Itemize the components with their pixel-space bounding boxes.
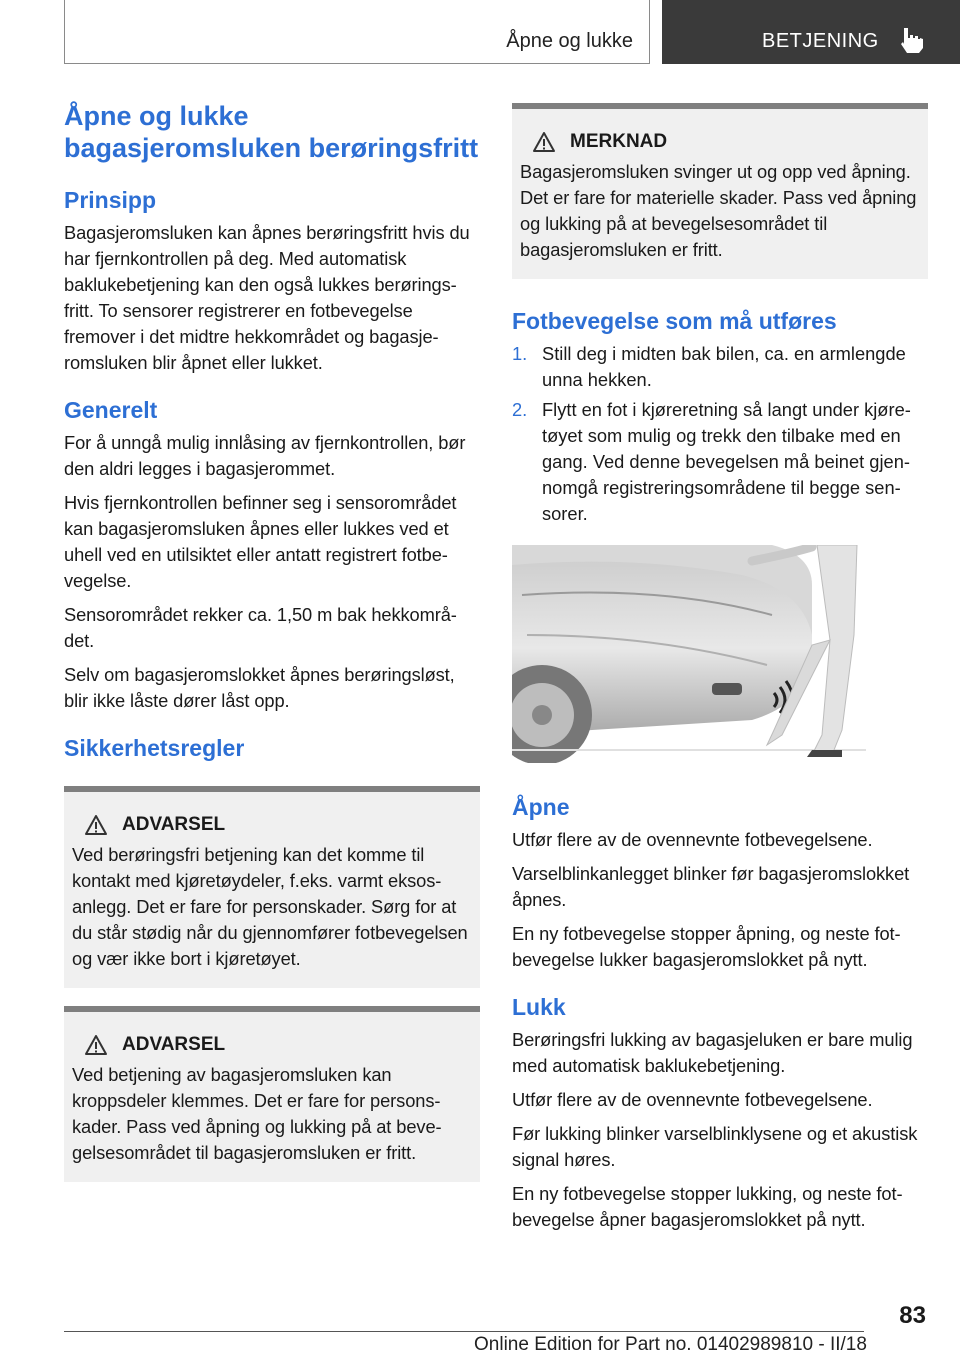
general-paragraph: For å unngå mulig innlåsing av fjernkontrollen, bør den aldri legges i bagasjerommet. bbox=[64, 432, 466, 479]
step-text: Flytt en fot i kjøreretning så langt under kjøretøyet som mulig og trekk den tilbake med en gang. Ved denne bevegelsen må beinet gjennomgå registreringsområdene til begge sensorer. bbox=[542, 399, 911, 524]
open-paragraph: Utfør flere av de ovennevnte fotbevegelsene. bbox=[512, 829, 873, 850]
warning-triangle-icon bbox=[532, 131, 556, 153]
close-paragraph: Utfør flere av de ovennevnte fotbevegelsene. bbox=[512, 1089, 873, 1110]
section-heading-foot-movement: Fotbevegelse som må utføres bbox=[512, 308, 837, 334]
open-paragraph: En ny fotbevegelse stopper åpning, og neste fotbevegelse lukker bagasjeromslokket på nytt. bbox=[512, 923, 901, 970]
section-general bbox=[64, 396, 480, 714]
warning-title: ADVARSEL bbox=[122, 1034, 226, 1055]
page-title: Åpne og lukke bagasjeromsluken berøringsfritt bbox=[64, 101, 479, 163]
note-text: Bagasjeromsluken svinger ut og opp ved åpning. Det er fare for materielle skader. Pass ved åpning og lukking på at bevegelsesområdet til bagasjeromsluken er fritt. bbox=[520, 161, 917, 260]
header-chapter-title: BETJENING bbox=[762, 30, 879, 52]
general-paragraph: Hvis fjernkontrollen befinner seg i sensorområdet kan bagasjeromsluken åpnes eller lukkes ved et uhell ved en utilsiktet eller antatt registrert fotbevegelse. bbox=[64, 492, 457, 591]
foot-gesture-illustration bbox=[512, 545, 866, 763]
warning-text: Ved betjening av bagasjeromsluken kan kroppsdeler klemmes. Det er fare for personskader. Pass ved åpning og lukking på at bevegelsesområdet til bagasjeromsluken er fritt. bbox=[72, 1064, 442, 1163]
note-box bbox=[512, 103, 928, 279]
header-chapter-box bbox=[662, 0, 960, 64]
warning-triangle-icon bbox=[84, 1034, 108, 1056]
left-column bbox=[64, 100, 480, 1200]
principle-text: Bagasjeromsluken kan åpnes berøringsfritt hvis du har fjernkontrollen på deg. Med automatisk baklukebetjening kan den også lukkes berøringsfritt. To sensorer registrerer en fotbevegelse fremover i det midtre hekkområdet og bagasjeromsluken blir åpnet eller lukket. bbox=[64, 222, 470, 373]
section-heading-open: Åpne bbox=[512, 794, 570, 820]
step-number: 2. bbox=[512, 399, 528, 420]
step-text: Still deg i midten bak bilen, ca. en armlengde unna hekken. bbox=[542, 343, 906, 390]
header-section-box bbox=[64, 0, 650, 64]
footer-divider bbox=[64, 1331, 864, 1332]
right-column bbox=[512, 103, 928, 1253]
warning-text: Ved berøringsfri betjening kan det komme til kontakt med kjøretøydeler, f.eks. varmt eksosanlegg. Det er fare for personskader. Sørg for at du står stødig når du gjennomfører fotbevegelsen og vær ikke bort i kjøretøyet. bbox=[72, 844, 468, 969]
section-heading-close: Lukk bbox=[512, 994, 566, 1020]
warning-box bbox=[64, 786, 480, 988]
footer-edition: Online Edition for Part no. 01402989810 - II/18 bbox=[474, 1334, 867, 1355]
section-close bbox=[512, 993, 928, 1233]
general-paragraph: Sensorområdet rekker ca. 1,50 m bak hekkområdet. bbox=[64, 604, 457, 651]
open-paragraph: Varselblinkanlegget blinker før bagasjeromslokket åpnes. bbox=[512, 863, 910, 910]
warning-title: ADVARSEL bbox=[122, 814, 226, 835]
warning-box bbox=[64, 1006, 480, 1182]
warning-triangle-icon bbox=[84, 814, 108, 836]
section-heading-safety: Sikkerhetsregler bbox=[64, 735, 245, 761]
section-open bbox=[512, 793, 928, 973]
page-number: 83 bbox=[899, 1302, 926, 1329]
close-paragraph: Berøringsfri lukking av bagasjeluken er bare mulig med automatisk baklukebetjening. bbox=[512, 1029, 913, 1076]
steps-list bbox=[512, 341, 928, 527]
note-title: MERKNAD bbox=[570, 131, 668, 152]
general-paragraph: Selv om bagasjeromslokket åpnes berøringsløst, blir ikke låste dører låst opp. bbox=[64, 664, 455, 711]
step-number: 1. bbox=[512, 343, 528, 364]
section-safety bbox=[64, 734, 480, 1182]
header-section-title: Åpne og lukke bbox=[506, 30, 633, 52]
section-foot-movement bbox=[512, 307, 928, 527]
pointing-hand-icon bbox=[898, 26, 924, 54]
list-item bbox=[512, 341, 928, 393]
list-item bbox=[512, 397, 928, 527]
close-paragraph: En ny fotbevegelse stopper lukking, og neste fotbevegelse åpner bagasjeromslokket på nytt. bbox=[512, 1183, 903, 1230]
section-principle bbox=[64, 186, 480, 376]
section-heading-general: Generelt bbox=[64, 397, 158, 423]
close-paragraph: Før lukking blinker varselblinklysene og et akustisk signal høres. bbox=[512, 1123, 918, 1170]
section-heading-principle: Prinsipp bbox=[64, 187, 157, 213]
